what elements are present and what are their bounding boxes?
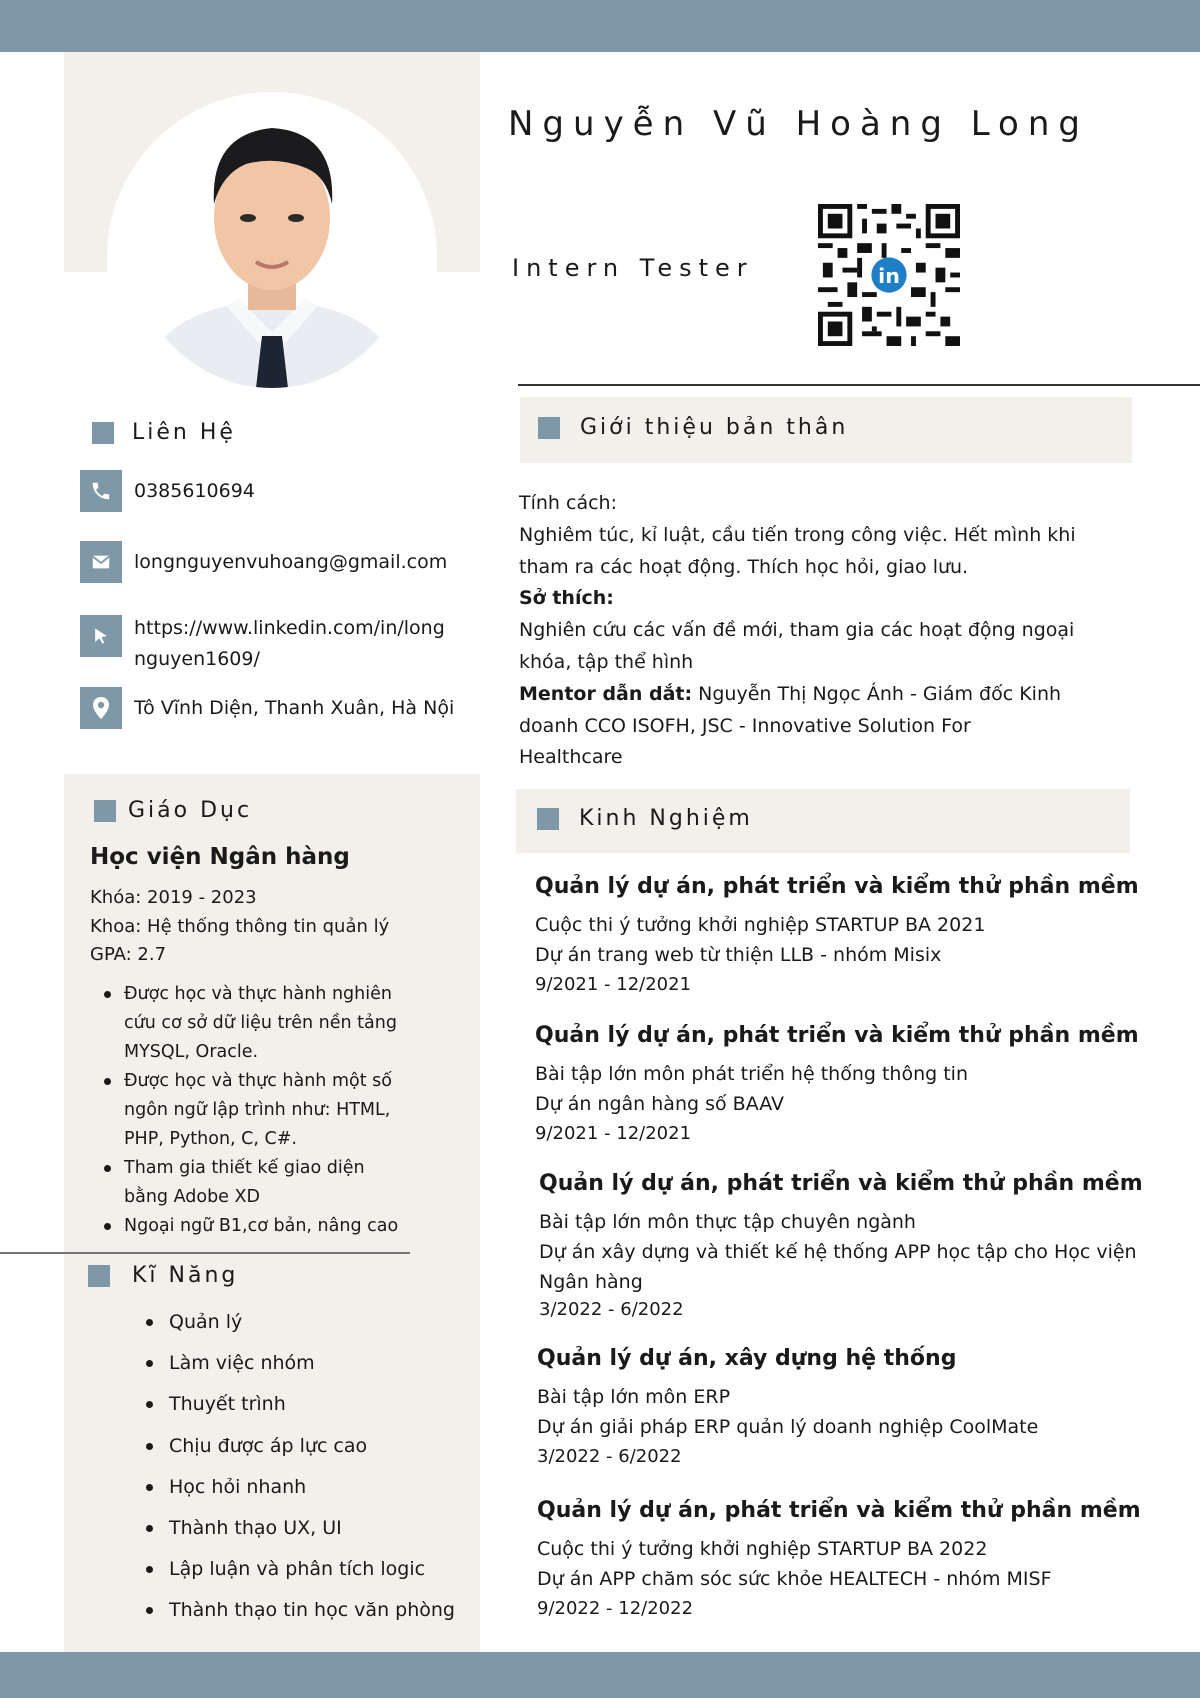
phone-icon bbox=[80, 470, 122, 512]
experience-description bbox=[537, 1534, 1197, 1594]
experience-line: Dự án ngân hàng số BAAV bbox=[535, 1093, 784, 1115]
bottom-band bbox=[0, 1652, 1200, 1698]
experience-role: Quản lý dự án, phát triển và kiểm thử phần mềm bbox=[539, 1171, 1143, 1196]
hobby-label: Sở thích: bbox=[519, 587, 614, 610]
list-item-line: cứu cơ sở dữ liệu trên nền tảng bbox=[124, 1013, 397, 1033]
intro-text bbox=[519, 488, 1119, 774]
experience-line: Cuộc thi ý tưởng khởi nghiệp STARTUP BA 2022 bbox=[537, 1538, 988, 1560]
linkedin-url[interactable] bbox=[134, 613, 445, 675]
list-item: Quản lý bbox=[169, 1302, 455, 1343]
list-item bbox=[124, 1212, 434, 1241]
hobby-line: khóa, tập thể hình bbox=[519, 650, 694, 673]
section-marker-icon bbox=[538, 417, 560, 439]
experience-description bbox=[535, 1059, 1195, 1119]
experience-line: Cuộc thi ý tưởng khởi nghiệp STARTUP BA 2021 bbox=[535, 914, 986, 936]
list-item: Làm việc nhóm bbox=[169, 1343, 455, 1384]
phone-number: 0385610694 bbox=[134, 479, 255, 502]
intro-heading bbox=[538, 415, 848, 440]
email-address: longnguyenvuhoang@gmail.com bbox=[134, 550, 448, 573]
job-title: Intern Tester bbox=[512, 254, 754, 282]
course-years: Khóa: 2019 - 2023 bbox=[90, 887, 257, 908]
experience-line: Bài tập lớn môn phát triển hệ thống thông tin bbox=[535, 1063, 968, 1085]
section-marker-icon bbox=[94, 800, 116, 822]
list-item-line: Ngoại ngữ B1,cơ bản, nâng cao bbox=[124, 1216, 399, 1236]
education-bullets bbox=[124, 980, 434, 1241]
mentor-line: doanh CCO ISOFH, JSC - Innovative Solution For bbox=[519, 714, 971, 737]
mentor-text: Nguyễn Thị Ngọc Ánh - Giám đốc Kinh bbox=[692, 682, 1062, 705]
candidate-name: Nguyễn Vũ Hoàng Long bbox=[508, 104, 1089, 144]
mentor-line: Healthcare bbox=[519, 746, 623, 769]
experience-role: Quản lý dự án, phát triển và kiểm thử phần mềm bbox=[535, 1023, 1139, 1048]
experience-item bbox=[535, 872, 1195, 1000]
list-item-line: Tham gia thiết kế giao diện bbox=[124, 1158, 365, 1178]
mentor-line bbox=[519, 679, 1119, 711]
contact-address bbox=[80, 687, 454, 729]
list-item: Học hỏi nhanh bbox=[169, 1467, 455, 1508]
experience-date: 9/2022 - 12/2022 bbox=[537, 1598, 694, 1619]
faculty: Khoa: Hệ thống thông tin quản lý bbox=[90, 915, 390, 937]
contact-linkedin[interactable] bbox=[80, 613, 445, 675]
experience-line: Ngân hàng bbox=[539, 1271, 643, 1293]
list-item: Thành thạo tin học văn phòng bbox=[169, 1590, 455, 1631]
list-item-line: Được học và thực hành một số bbox=[124, 1071, 392, 1091]
list-item: Thuyết trình bbox=[169, 1384, 455, 1425]
gpa: GPA: 2.7 bbox=[90, 944, 167, 965]
experience-line: Dự án giải pháp ERP quản lý doanh nghiệp CoolMate bbox=[537, 1416, 1039, 1438]
personality-label: Tính cách: bbox=[519, 492, 617, 514]
experience-heading bbox=[537, 806, 753, 831]
education-details bbox=[90, 884, 389, 970]
experience-line: Dự án trang web từ thiện LLB - nhóm Misix bbox=[535, 944, 942, 966]
school-name: Học viện Ngân hàng bbox=[90, 844, 350, 870]
cursor-icon bbox=[80, 615, 122, 657]
mentor-label: Mentor dẫn dắt: bbox=[519, 682, 693, 705]
experience-line: Bài tập lớn môn ERP bbox=[537, 1386, 731, 1408]
experience-item bbox=[537, 1496, 1197, 1624]
experience-title: Kinh Nghiệm bbox=[579, 806, 753, 831]
education-heading bbox=[94, 798, 252, 823]
linkedin-url-line-2: nguyen1609/ bbox=[134, 648, 260, 670]
experience-item bbox=[537, 1344, 1197, 1472]
section-marker-icon bbox=[537, 808, 559, 830]
header-divider bbox=[518, 384, 1200, 386]
contact-phone[interactable] bbox=[80, 470, 255, 512]
list-item-line: MYSQL, Oracle. bbox=[124, 1042, 259, 1062]
experience-description bbox=[539, 1207, 1199, 1297]
intro-title: Giới thiệu bản thân bbox=[580, 415, 849, 440]
linkedin-url-line-1: https://www.linkedin.com/in/long bbox=[134, 617, 445, 639]
experience-line: Bài tập lớn môn thực tập chuyên ngành bbox=[539, 1211, 916, 1233]
experience-role: Quản lý dự án, xây dựng hệ thống bbox=[537, 1346, 957, 1371]
svg-text:in: in bbox=[878, 263, 900, 288]
education-title: Giáo Dục bbox=[128, 798, 253, 823]
list-item-line: ngôn ngữ lập trình như: HTML, bbox=[124, 1100, 391, 1120]
experience-date: 9/2021 - 12/2021 bbox=[535, 974, 692, 995]
linkedin-qr-code[interactable] bbox=[818, 204, 960, 346]
experience-description bbox=[537, 1382, 1197, 1442]
experience-line: Dự án xây dựng và thiết kế hệ thống APP học tập cho Học viện bbox=[539, 1241, 1137, 1263]
address: Tô Vĩnh Diện, Thanh Xuân, Hà Nội bbox=[134, 696, 455, 719]
experience-role: Quản lý dự án, phát triển và kiểm thử phần mềm bbox=[537, 1498, 1141, 1523]
personality-line: Nghiêm túc, kỉ luật, cầu tiến trong công việc. Hết mình khi bbox=[519, 523, 1076, 546]
list-item bbox=[124, 1067, 434, 1154]
section-marker-icon bbox=[88, 1265, 110, 1287]
experience-role: Quản lý dự án, phát triển và kiểm thử phần mềm bbox=[535, 874, 1139, 899]
list-item: Chịu được áp lực cao bbox=[169, 1426, 455, 1467]
section-marker-icon bbox=[92, 422, 114, 444]
experience-line: Dự án APP chăm sóc sức khỏe HEALTECH - nhóm MISF bbox=[537, 1568, 1052, 1590]
skills-title: Kĩ Năng bbox=[132, 1263, 239, 1288]
list-item: Thành thạo UX, UI bbox=[169, 1508, 455, 1549]
experience-item bbox=[539, 1169, 1199, 1325]
list-item bbox=[124, 1154, 434, 1212]
skills-heading bbox=[88, 1263, 238, 1288]
experience-date: 9/2021 - 12/2021 bbox=[535, 1123, 692, 1144]
list-item bbox=[124, 980, 434, 1067]
contact-title: Liên Hệ bbox=[132, 420, 236, 445]
personality-line: tham ra các hoạt động. Thích học hỏi, giao lưu. bbox=[519, 555, 969, 578]
experience-item bbox=[535, 1021, 1195, 1149]
skills-divider bbox=[0, 1252, 410, 1254]
list-item-line: Được học và thực hành nghiên bbox=[124, 984, 392, 1004]
mail-icon bbox=[80, 541, 122, 583]
contact-heading bbox=[92, 420, 236, 445]
contact-email[interactable] bbox=[80, 541, 447, 583]
experience-date: 3/2022 - 6/2022 bbox=[539, 1299, 684, 1320]
list-item-line: PHP, Python, C, C#. bbox=[124, 1129, 297, 1149]
hobby-line: Nghiên cứu các vấn đề mới, tham gia các hoạt động ngoại bbox=[519, 619, 1075, 642]
skills-list bbox=[169, 1302, 455, 1632]
location-pin-icon bbox=[80, 687, 122, 729]
experience-date: 3/2022 - 6/2022 bbox=[537, 1446, 682, 1467]
list-item-line: bằng Adobe XD bbox=[124, 1187, 260, 1207]
list-item: Lập luận và phân tích logic bbox=[169, 1549, 455, 1590]
top-band bbox=[0, 0, 1200, 52]
experience-description bbox=[535, 910, 1195, 970]
profile-photo bbox=[130, 92, 414, 388]
